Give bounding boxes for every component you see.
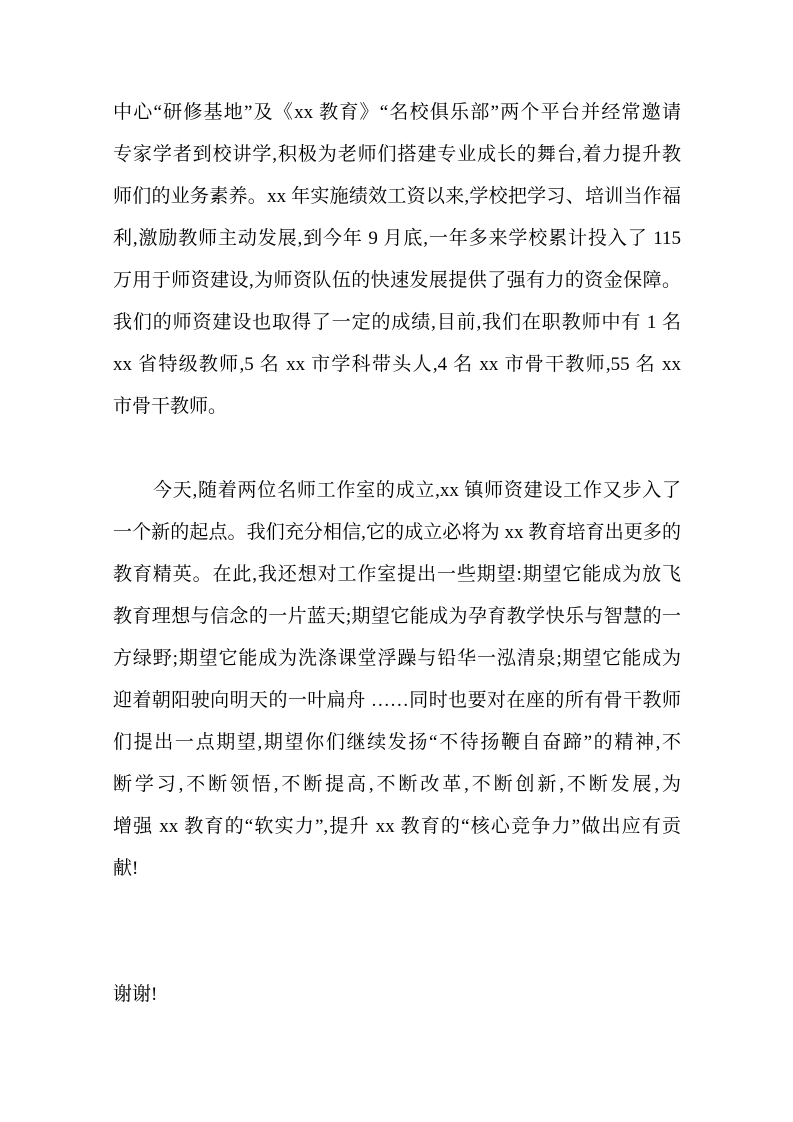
text-line: 我们的师资建设也取得了一定的成绩,目前,我们在职教师中有 1 名 [113, 312, 681, 333]
closing-paragraph [113, 974, 681, 1016]
text-line: 断学习,不断领悟,不断提高,不断改革,不断创新,不断发展,为 [113, 774, 681, 795]
text-line: 教育理想与信念的一片蓝天;期望它能成为孕育教学快乐与智慧的一 [113, 606, 681, 627]
text-line: 增强 xx 教育的“软实力”,提升 xx 教育的“核心竞争力”做出应有贡 [113, 816, 681, 837]
text-line: 今天,随着两位名师工作室的成立,xx 镇师资建设工作又步入了 [153, 480, 681, 501]
paragraph-spacer [113, 932, 681, 974]
paragraph-2 [113, 470, 681, 890]
text-line: 利,激励教师主动发展,到今年 9 月底,一年多来学校累计投入了 115 [113, 228, 681, 249]
paragraph-spacer [113, 428, 681, 470]
text-line: 师们的业务素养。xx 年实施绩效工资以来,学校把学习、培训当作福 [113, 186, 681, 207]
document-body [113, 92, 681, 1016]
text-line: 万用于师资建设,为师资队伍的快速发展提供了强有力的资金保障。 [113, 270, 681, 291]
text-line: 方绿野;期望它能成为洗涤课堂浮躁与铅华一泓清泉;期望它能成为 [113, 648, 681, 669]
text-line: 一个新的起点。我们充分相信,它的成立必将为 xx 教育培育出更多的 [113, 522, 681, 543]
text-line: 市骨干教师。 [113, 396, 228, 417]
text-line: xx 省特级教师,5 名 xx 市学科带头人,4 名 xx 市骨干教师,55 名 xx [113, 354, 681, 375]
text-line: 中心“研修基地”及《xx 教育》“名校俱乐部”两个平台并经常邀请 [113, 102, 681, 123]
paragraph-1 [113, 92, 681, 428]
text-line: 教育精英。在此,我还想对工作室提出一些期望:期望它能成为放飞 [113, 564, 681, 585]
text-line: 迎着朝阳驶向明天的一叶扁舟 ……同时也要对在座的所有骨干教师 [113, 690, 681, 711]
closing-line: 谢谢! [113, 984, 158, 1005]
text-line: 献! [113, 858, 139, 879]
paragraph-spacer [113, 890, 681, 932]
text-line: 专家学者到校讲学,积极为老师们搭建专业成长的舞台,着力提升教 [113, 144, 681, 165]
text-line: 们提出一点期望,期望你们继续发扬“不待扬鞭自奋蹄”的精神,不 [113, 732, 681, 753]
